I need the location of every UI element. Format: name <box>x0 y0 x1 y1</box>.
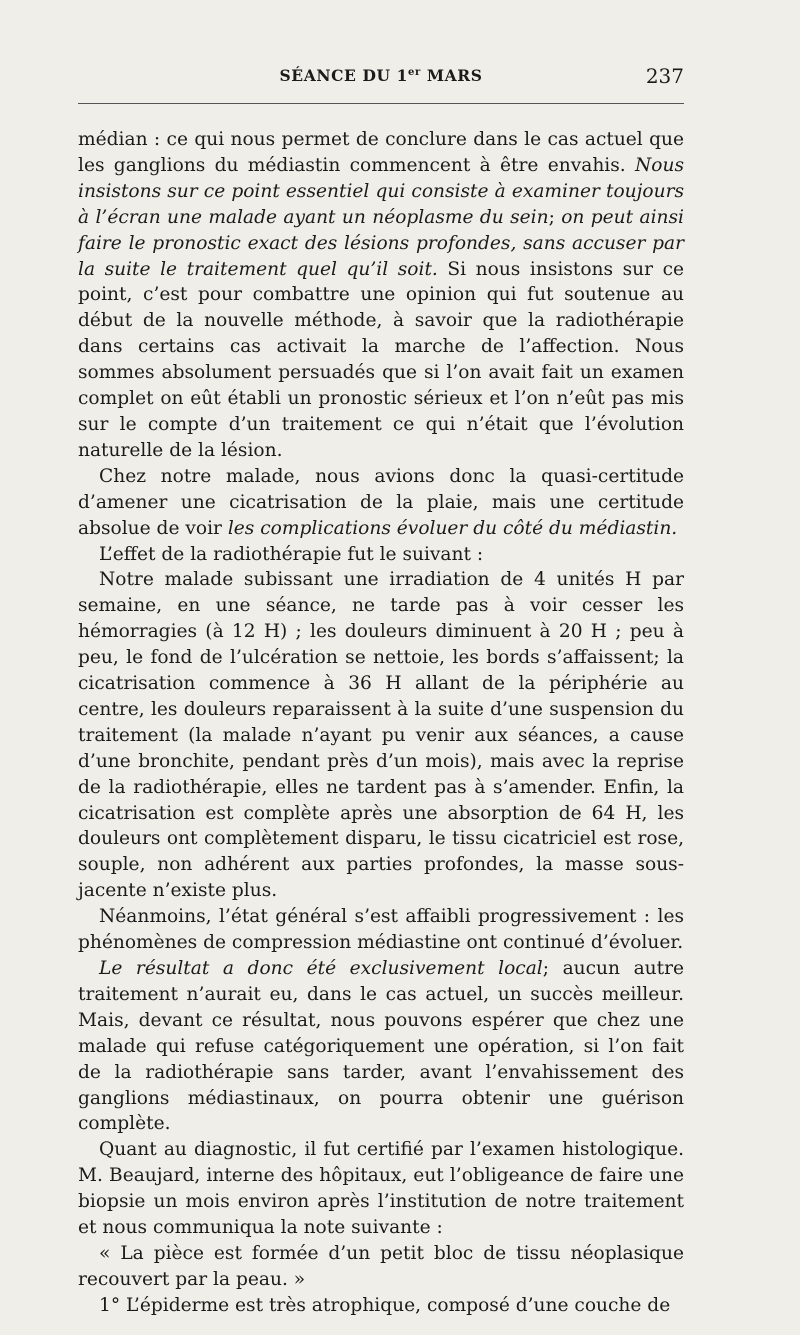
paragraph <box>78 542 684 568</box>
paragraph <box>78 1137 684 1241</box>
text-run: 1° L’épiderme est très atrophique, composé d’une couche de <box>99 1294 671 1316</box>
paragraph <box>78 1241 684 1293</box>
text-run: L’effet de la radiothérapie fut le suivant : <box>99 543 484 565</box>
text-run: Quant au diagnostic, il fut certifié par l’examen histologique. M. Beaujard, interne des hôpitaux, eut l’obligeance de faire une biopsie un mois environ après l’institution de notre traitement et nous communiqua la note suivante : <box>78 1139 684 1239</box>
paragraph <box>78 464 684 542</box>
running-header <box>78 66 684 92</box>
paragraph <box>78 127 684 464</box>
text-run: Néanmoins, l’état général s’est affaibli progressivement : les phénomènes de compression médiastine ont continué d’évoluer. <box>78 906 684 954</box>
paragraph <box>78 567 684 904</box>
running-title-month: MARS <box>420 66 483 85</box>
italic-text: on peut ainsi faire le pronostic exact des lésions profondes, sans accuser par la suite le traitement quel qu’il soit. <box>78 206 684 280</box>
italic-text: Le résultat a donc été exclusivement local <box>99 958 543 979</box>
page-number: 237 <box>645 64 684 88</box>
text-run: ; <box>548 206 562 228</box>
body-text <box>78 127 684 1319</box>
text-run: « La pièce est formée d’un petit bloc de tissu néoplasique recouvert par la peau. » <box>78 1242 684 1290</box>
italic-text: les complications évoluer du côté du médiastin. <box>227 517 678 539</box>
text-run: Notre malade subissant une irradiation de 4 unités H par semaine, en une séance, ne tarde pas à voir cesser les hémorragies (à 12 H) ; les douleurs diminuent à 20 H ; peu à peu, le fond de l’ulcération se nettoie, les bords s’affaissent; la cicatrisation commence à 36 H allant de la périphérie au centre, les douleurs reparaissent à la suite d’une suspension du traitement (la malade n’ayant pu venir aux séances, a cause d’une bronchite, pendant près d’un mois), mais avec la reprise de la radiothérapie, elles ne tardent pas à s’amender. Enfin, la cicatrisation est complète après une absorption de 64 H, les douleurs ont complètement disparu, le tissu cicatriciel est rose, souple, non adhérent aux parties profondes, la masse sous-jacente n’existe plus. <box>78 569 684 902</box>
text-run: ; aucun autre traitement n’aurait eu, dans le cas actuel, un succès meilleur. Mais, devant ce résultat, nous pouvons espérer que chez une malade qui refuse catégoriquement une opération, si l’on fait de la radiothérapie sans tarder, avant l’envahissement des ganglions médiastinaux, on pourra obtenir une guérison complète. <box>78 958 684 1135</box>
running-title-superscript: er <box>408 66 421 78</box>
text-run: médian : ce qui nous permet de conclure dans le cas actuel que les ganglions du médiastin commencent à être envahis. <box>78 129 684 176</box>
italic-text: Nous insistons sur ce point essentiel qui consiste à examiner toujours à l’écran une malade ayant un néoplasme du sein <box>78 154 684 228</box>
running-title-text: SÉANCE DU 1 <box>279 66 408 85</box>
text-run: Si nous insistons sur ce point, c’est pour combattre une opinion qui fut soutenue au début de la nouvelle méthode, à savoir que la radiothérapie dans certains cas activait la marche de l’affection. Nous sommes absolument persuadés que si l’on avait fait un examen complet on eût établi un pronostic sérieux et l’on n’eût pas mis sur le compte d’un traitement ce qui n’était que l’évolution naturelle de la lésion. <box>78 258 684 461</box>
paragraph <box>78 1293 684 1319</box>
header-rule <box>78 103 684 104</box>
running-title <box>78 66 684 85</box>
paragraph <box>78 904 684 956</box>
paragraph <box>78 956 684 1137</box>
text-run: Chez notre malade, nous avions donc la quasi-certitude d’amener une cicatrisation de la plaie, mais une certitude absolue de voir <box>78 465 684 539</box>
